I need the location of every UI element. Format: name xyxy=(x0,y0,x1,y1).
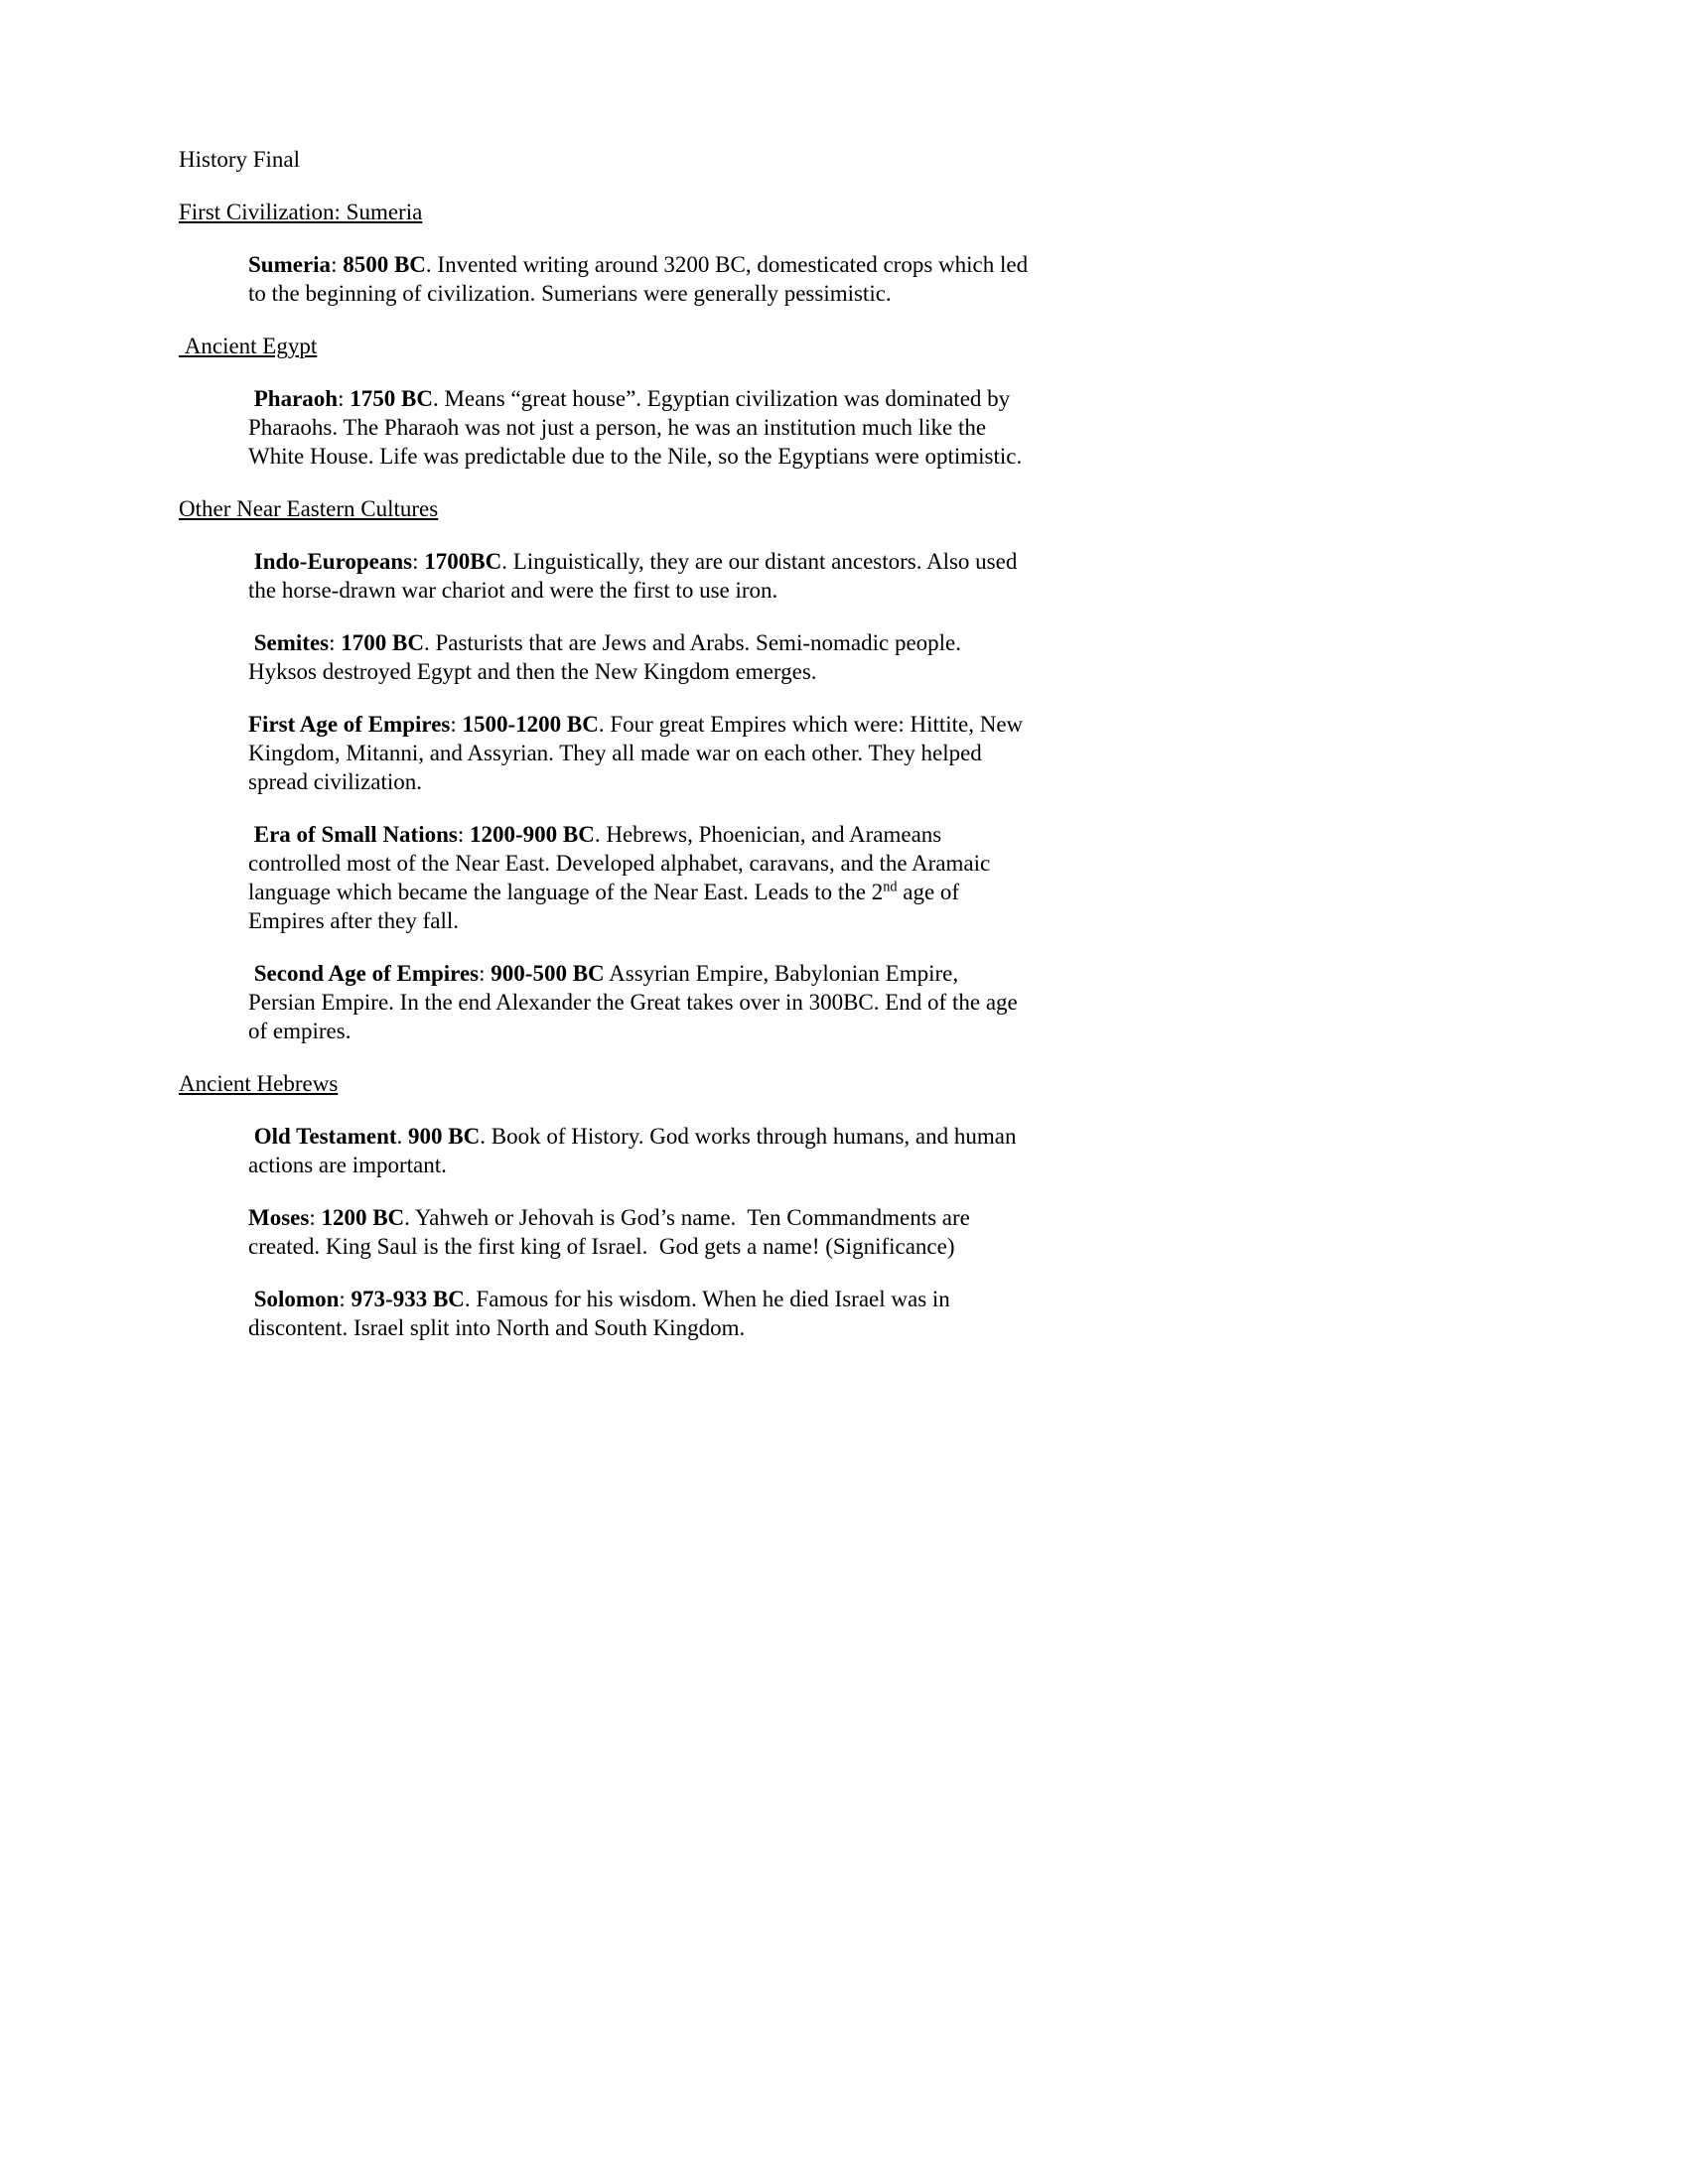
entry-date: 900-500 BC xyxy=(491,961,605,986)
entry-term: Old Testament xyxy=(248,1124,397,1149)
entry-term: Semites xyxy=(248,630,330,655)
entry-separator: : xyxy=(309,1205,322,1230)
entry-body: . Means “great house”. Egyptian civilization was dominated by Pharaohs. The Pharaoh was not just a person, he was an institution much like the White House. Life was predictable due to the Nile, so the Egyptians were optimistic. xyxy=(248,386,1023,469)
entry-date: 1200-900 BC xyxy=(469,822,595,847)
section-heading-ancient-hebrews: Ancient Hebrews xyxy=(179,1071,339,1096)
entry-term: Indo-Europeans xyxy=(248,549,413,574)
entry-indo-europeans xyxy=(179,547,1031,605)
entry-separator: : xyxy=(412,549,425,574)
entry-date: 900 BC xyxy=(408,1124,481,1149)
entry-separator: : xyxy=(331,252,344,277)
section-heading-other-near-eastern-cultures: Other Near Eastern Cultures xyxy=(179,496,439,521)
entry-date: 1200 BC xyxy=(321,1205,405,1230)
entry-term: Solomon xyxy=(248,1287,340,1311)
entry-date: 1700BC xyxy=(424,549,502,574)
entry-body: . Four great Empires which were: Hittite, New Kingdom, Mitanni, and Assyrian. They all made war on each other. They helped spread civilization. xyxy=(248,712,1029,794)
entry-body: . Yahweh or Jehovah is God’s name. Ten Commandments are created. King Saul is the first king of Israel. God gets a name! (Significance) xyxy=(248,1205,976,1259)
entry-term: Pharaoh xyxy=(248,386,339,411)
entry-first-age-of-empires xyxy=(179,710,1031,796)
entry-body-continued: age of Empires after they fall. xyxy=(248,880,965,933)
entry-separator: . xyxy=(396,1124,409,1149)
entry-separator: : xyxy=(450,712,463,737)
section-heading-first-civilization-sumeria: First Civilization: Sumeria xyxy=(179,200,423,224)
entry-second-age-of-empires xyxy=(179,959,1031,1045)
section-heading-ancient-egypt: Ancient Egypt xyxy=(179,334,318,358)
entry-sumeria xyxy=(179,250,1034,308)
document-title: History Final xyxy=(179,147,301,172)
entry-separator: : xyxy=(339,1287,352,1311)
entry-body: . Famous for his wisdom. When he died Israel was in discontent. Israel split into North and South Kingdom. xyxy=(248,1287,956,1340)
entry-body: . Pasturists that are Jews and Arabs. Semi-nomadic people. Hyksos destroyed Egypt and then the New Kingdom emerges. xyxy=(248,630,967,684)
entry-solomon xyxy=(179,1285,1031,1342)
entry-era-of-small-nations xyxy=(179,820,1031,935)
entry-date: 1500-1200 BC xyxy=(462,712,599,737)
entry-body: . Book of History. God works through humans, and human actions are important. xyxy=(248,1124,1023,1177)
entry-old-testament xyxy=(179,1122,1031,1179)
entry-separator: : xyxy=(479,961,492,986)
entry-moses xyxy=(179,1203,1031,1261)
entry-body: . Linguistically, they are our distant ancestors. Also used the horse-drawn war chariot and were the first to use iron. xyxy=(248,549,1024,603)
entry-separator: : xyxy=(338,386,351,411)
entry-date: 973-933 BC xyxy=(351,1287,465,1311)
entry-term: Sumeria xyxy=(248,252,332,277)
entry-separator: : xyxy=(329,630,342,655)
entry-pharaoh xyxy=(179,384,1031,471)
entry-term: Era of Small Nations xyxy=(248,822,458,847)
entry-date: 1700 BC xyxy=(341,630,424,655)
entry-body: . Hebrews, Phoenician, and Arameans controlled most of the Near East. Developed alphabet, caravans, and the Aramaic language which became the language of the Near East. Leads to the 2 xyxy=(248,822,996,904)
entry-body: Assyrian Empire, Babylonian Empire, Persian Empire. In the end Alexander the Great takes over in 300BC. End of the age of empires. xyxy=(248,961,1024,1043)
entry-separator: : xyxy=(457,822,470,847)
entry-superscript: nd xyxy=(883,879,898,895)
document-page xyxy=(179,145,1034,1366)
entry-term: First Age of Empires xyxy=(248,712,451,737)
entry-date: 8500 BC xyxy=(343,252,426,277)
entry-term: Moses xyxy=(248,1205,310,1230)
entry-semites xyxy=(179,628,1031,686)
entry-body: . Invented writing around 3200 BC, domesticated crops which led to the beginning of civilization. Sumerians were generally pessimistic. xyxy=(248,252,1034,306)
entry-date: 1750 BC xyxy=(350,386,433,411)
entry-term: Second Age of Empires xyxy=(248,961,480,986)
